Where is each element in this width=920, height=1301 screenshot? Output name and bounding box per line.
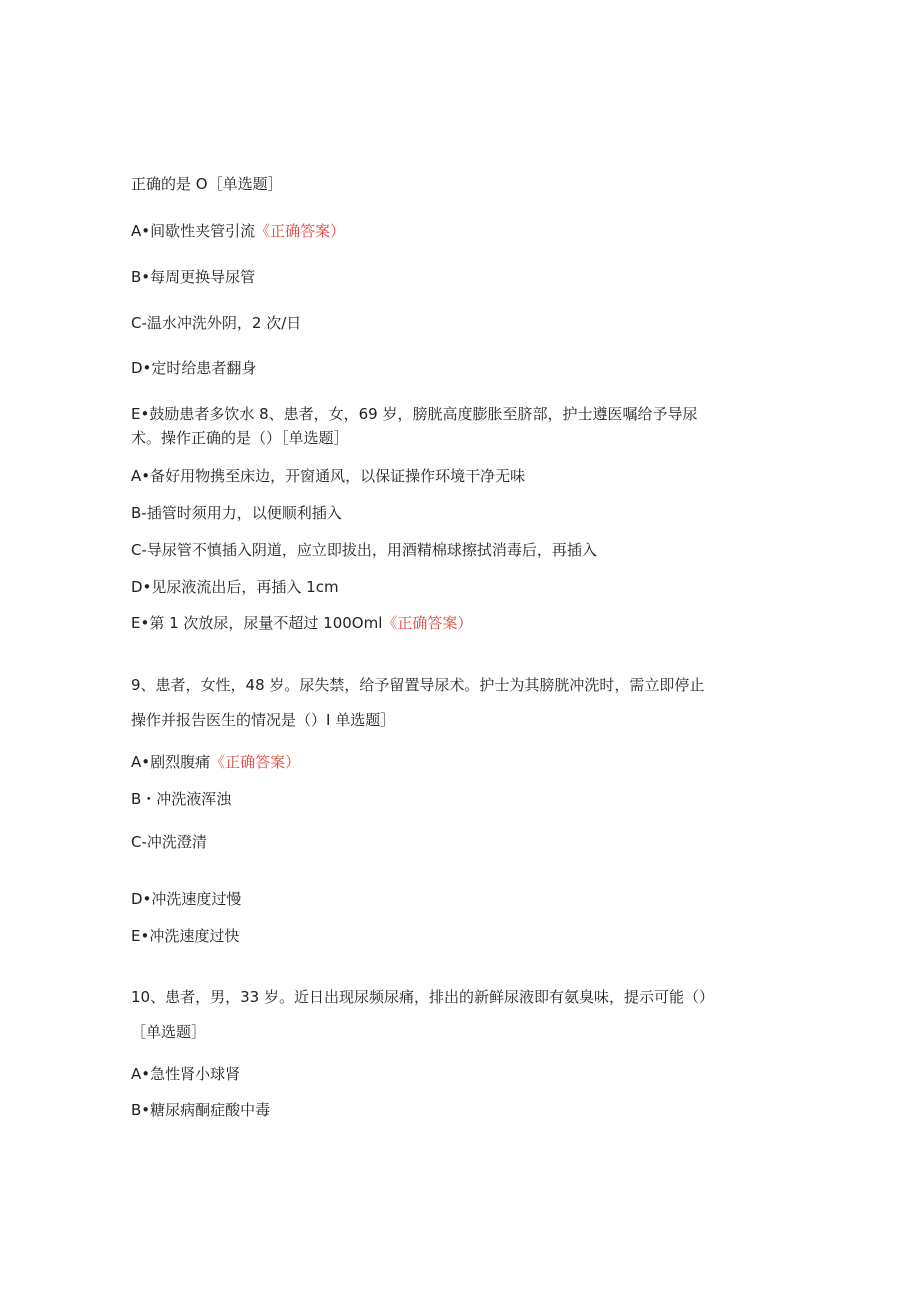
option-text: E•第 1 次放尿，尿量不超过 100Oml bbox=[131, 614, 383, 632]
question-stem: 8、患者，女，69 岁，膀胱高度膨胀至脐部，护士遵医嘱给予导尿 bbox=[254, 405, 698, 423]
question-stem: 9、患者，女性，48 岁。尿失禁，给予留置导尿术。护士为其膀胱冲洗时，需立即停止 bbox=[131, 676, 705, 694]
correct-answer-marker: 《正确答案） bbox=[210, 753, 301, 771]
answer-option: B•糖尿病酮症酸中毒 bbox=[131, 1101, 271, 1119]
option-text: A•间歇性夹管引流 bbox=[131, 222, 256, 240]
answer-option: D•见尿液流出后，再插入 1cm bbox=[131, 578, 339, 596]
answer-option: B•每周更换导尿管 bbox=[131, 268, 256, 286]
answer-option: E•冲洗速度过快 bbox=[131, 927, 240, 945]
correct-answer-marker: 《正确答案） bbox=[255, 222, 346, 240]
answer-option: C-导尿管不慎插入阴道，应立即拔出，用酒精棉球擦拭消毒后，再插入 bbox=[131, 541, 597, 559]
question-stem-continued: 操作并报告医生的情况是（）I 单选题］ bbox=[131, 711, 396, 729]
answer-option: B-插管时须用力，以便顺利插入 bbox=[131, 504, 342, 522]
answer-option: C-温水冲洗外阴，2 次/日 bbox=[131, 314, 302, 332]
answer-option: A•急性肾小球肾 bbox=[131, 1065, 241, 1083]
option-text: E•鼓励患者多饮水 bbox=[131, 405, 255, 423]
answer-option: D•定时给患者翻身 bbox=[131, 359, 257, 377]
answer-option: A•备好用物携至床边，开窗通风，以保证操作环境干净无味 bbox=[131, 467, 526, 485]
option-text: A•剧烈腹痛 bbox=[131, 753, 211, 771]
answer-option bbox=[131, 752, 300, 772]
answer-option: B・冲洗液浑浊 bbox=[131, 790, 232, 808]
answer-option bbox=[131, 613, 472, 633]
question-stem-continued: ［单选题］ bbox=[131, 1023, 207, 1041]
question-stem: 10、患者，男，33 岁。近日出现尿频尿痛，排出的新鲜尿液即有氨臭味，提示可能（） bbox=[131, 988, 714, 1006]
answer-option: C-冲洗澄清 bbox=[131, 833, 207, 851]
question-stem-continued: 术。操作正确的是（）［单选题］ bbox=[131, 429, 349, 447]
answer-option bbox=[131, 404, 698, 424]
correct-answer-marker: 《正确答案） bbox=[382, 614, 473, 632]
answer-option: D•冲洗速度过慢 bbox=[131, 890, 242, 908]
answer-option bbox=[131, 221, 345, 241]
question-stem: 正确的是 O［单选题］ bbox=[131, 175, 283, 193]
